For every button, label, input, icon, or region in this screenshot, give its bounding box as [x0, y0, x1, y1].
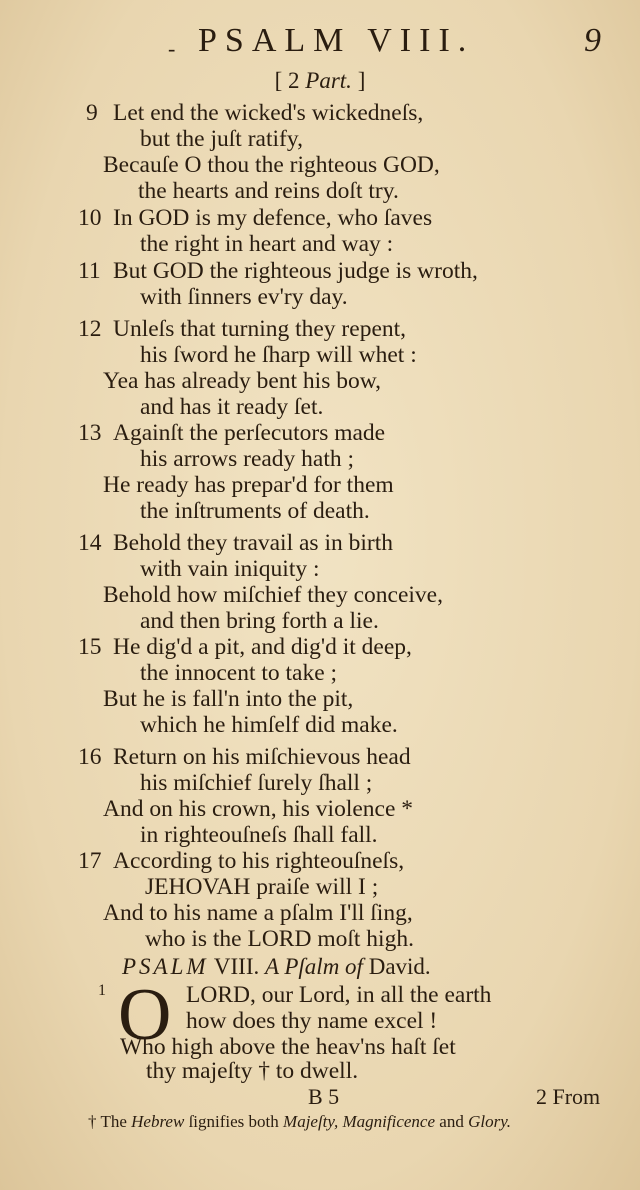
verse-line: In GOD is my defence, who ſaves [113, 205, 433, 231]
verse-line: Behold they travail as in birth [113, 530, 393, 556]
verse-number: 10 [78, 205, 102, 231]
verse-line: and then bring forth a lie. [140, 608, 379, 634]
header-title: PSALM VIII. [198, 22, 475, 59]
part-label: Part. [305, 68, 352, 93]
verse-line: in righteouſneſs ſhall fall. [140, 822, 378, 848]
verse-line: Behold how miſchief they conceive, [103, 582, 443, 608]
verse-line: Who high above the heav'ns haſt ſet [120, 1034, 456, 1060]
verse-line: how does thy name excel ! [186, 1008, 438, 1034]
verse-line: with ſinners ev'ry day. [140, 284, 348, 310]
footnote-word: Majeſty, Magnificence [283, 1112, 436, 1131]
verse-line: According to his righteouſneſs, [113, 848, 405, 874]
psalm-title-author: David. [362, 954, 431, 979]
footnote [88, 1112, 511, 1132]
verse-line: his arrows ready hath ; [140, 446, 355, 472]
psalm-title-word: PSALM [122, 954, 209, 979]
verse-line: thy majeſty † to dwell. [146, 1058, 359, 1084]
verse-number: 1 [98, 982, 106, 999]
part-heading [0, 68, 640, 94]
verse-line: LORD, our Lord, in all the earth [186, 982, 492, 1008]
verse-line: and has it ready ſet. [140, 394, 324, 420]
verse-number: 16 [78, 744, 102, 770]
verse-line: the hearts and reins doſt try. [138, 178, 399, 204]
running-header [0, 22, 640, 62]
verse-line: But GOD the righteous judge is wroth, [113, 258, 478, 284]
verse-line: Yea has already bent his bow, [103, 368, 382, 394]
verse-number: 15 [78, 634, 102, 660]
verse-line: who is the LORD moſt high. [145, 926, 414, 952]
verse-line: but the juſt ratify, [140, 126, 303, 152]
part-close: ] [351, 68, 366, 93]
verse-line: Becauſe O thou the righteous GOD, [103, 152, 440, 178]
drop-cap: O [118, 974, 172, 1056]
part-open: [ 2 [274, 68, 306, 93]
verse-line: Return on his miſchievous head [113, 744, 411, 770]
verse-line: the inſtruments of death. [140, 498, 370, 524]
verse-line: He ready has prepar'd for them [103, 472, 394, 498]
footnote-word: Glory. [468, 1112, 512, 1131]
verse-number: 9 [86, 100, 98, 126]
verse-line: which he himſelf did make. [140, 712, 398, 738]
verse-line: Againſt the perſecutors made [113, 420, 386, 446]
signature-mark: B 5 [308, 1084, 340, 1109]
verse-line: He dig'd a pit, and dig'd it deep, [113, 634, 412, 660]
footnote-text: and [435, 1112, 469, 1131]
verse-line: with vain iniquity : [140, 556, 320, 582]
verse-line: JEHOVAH praiſe will I ; [145, 874, 379, 900]
verse-line: And to his name a pſalm I'll ſing, [103, 900, 413, 926]
psalm-title-desc: A Pſalm of [264, 954, 363, 979]
verse-line: Let end the wicked's wickedneſs, [113, 100, 424, 126]
verse-line: But he is fall'n into the pit, [103, 686, 354, 712]
verse-line: the innocent to take ; [140, 660, 338, 686]
verse-line: his miſchief ſurely ſhall ; [140, 770, 373, 796]
footnote-mark: † The [88, 1112, 132, 1131]
verse-number: 17 [78, 848, 102, 874]
verse-line: the right in heart and way : [140, 231, 394, 257]
footnote-word: Hebrew [131, 1112, 185, 1131]
verse-number: 12 [78, 316, 102, 342]
verse-number: 13 [78, 420, 102, 446]
header-dash: - [168, 36, 176, 61]
verse-line: And on his crown, his violence * [103, 796, 414, 822]
footnote-text: ſignifies both [184, 1112, 284, 1131]
verse-number: 11 [78, 258, 101, 284]
catchword: 2 From [536, 1084, 601, 1109]
verse-number: 14 [78, 530, 102, 556]
verse-line: Unleſs that turning they repent, [113, 316, 407, 342]
psalm-title-number: VIII. [208, 954, 265, 979]
verse-line: his ſword he ſharp will whet : [140, 342, 417, 368]
page-number: 9 [584, 22, 601, 59]
